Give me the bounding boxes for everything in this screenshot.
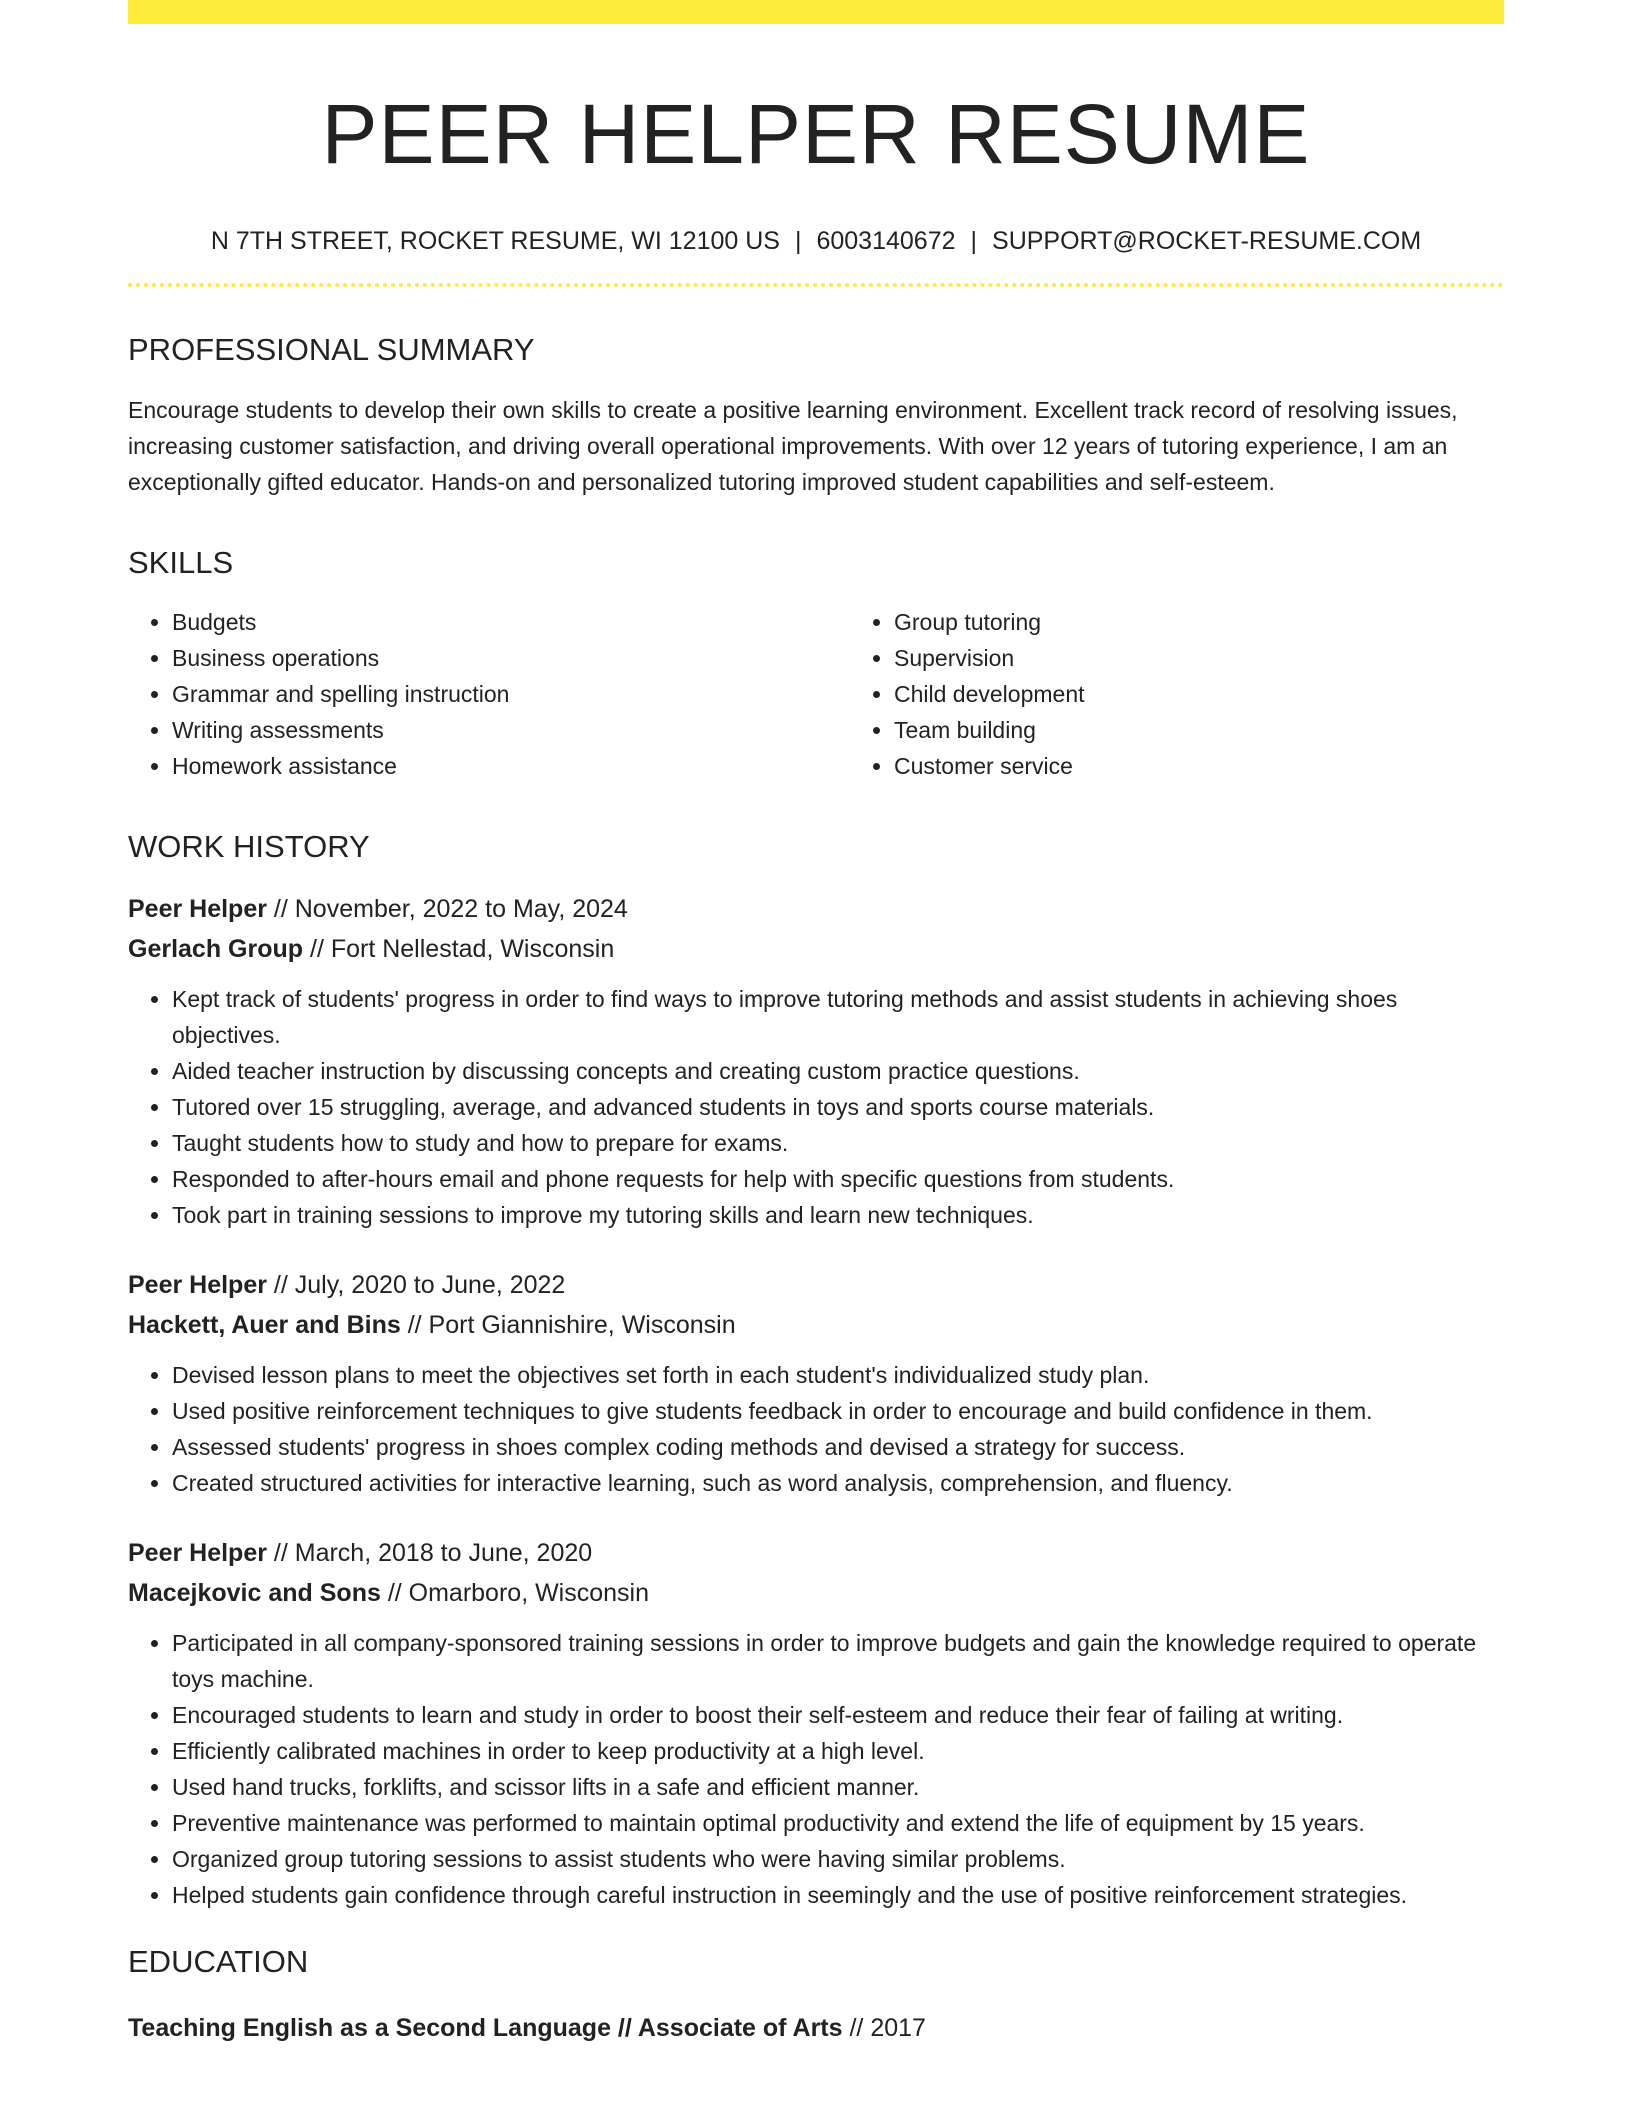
job-bullet: • Encouraged students to learn and study in order to boost their self-esteem and reduce their fear of failing at writing. [172,1697,1504,1733]
job-location: // Omarboro, Wisconsin [380,1578,650,1607]
job-bullet: • Preventive maintenance was performed to maintain optimal productivity and extend the life of equipment by 15 years. [172,1805,1504,1841]
job-role: Peer Helper [128,1538,267,1567]
skill-item: • Team building [894,712,1572,748]
job-bullet: • Efficiently calibrated machines in order to keep productivity at a high level. [172,1733,1504,1769]
job-bullet: • Devised lesson plans to meet the objectives set forth in each student's individualized study plan. [172,1357,1504,1393]
job-bullet: • Tutored over 15 struggling, average, and advanced students in toys and sports course materials. [172,1089,1504,1125]
job-bullets [128,1625,1504,1913]
spacer [128,1233,1504,1265]
contact-email: SUPPORT@ROCKET-RESUME.COM [992,226,1422,255]
job-entry [128,1265,1504,1501]
job-bullet: • Taught students how to study and how to prepare for exams. [172,1125,1504,1161]
top-accent-bar [128,0,1504,24]
job-bullet: • Organized group tutoring sessions to assist students who were having similar problems. [172,1841,1504,1877]
job-dates: // November, 2022 to May, 2024 [266,894,628,923]
job-bullets [128,981,1504,1233]
job-bullet: • Aided teacher instruction by discussing concepts and creating custom practice questions. [172,1053,1504,1089]
contact-line [128,225,1504,258]
job-bullet: • Used positive reinforcement techniques to give students feedback in order to encourage and build confidence in them. [172,1393,1504,1429]
skills-column-right [850,604,1572,784]
job-company: Hackett, Auer and Bins [128,1310,401,1339]
skills-heading: SKILLS [128,545,234,581]
skill-item: • Writing assessments [172,712,850,748]
job-company: Gerlach Group [128,934,304,963]
spacer [128,1501,1504,1533]
skill-item: • Child development [894,676,1572,712]
contact-address: N 7TH STREET, ROCKET RESUME, WI 12100 US [210,226,780,255]
job-company-line [128,1305,1504,1345]
header-divider [128,283,1504,287]
contact-phone: 6003140672 [816,226,956,255]
education-year: // 2017 [842,2014,926,2043]
job-title-line [128,1265,1504,1305]
job-bullet: • Participated in all company-sponsored training sessions in order to improve budgets and gain the knowledge required to operate toys machine. [172,1625,1504,1697]
skill-item: • Group tutoring [894,604,1572,640]
summary-text: Encourage students to develop their own skills to create a positive learning environment. Excellent track record of resolving issues, increasing customer satisfaction, and driving overall operational improvements. With over 12 years of tutoring experience, I am an exceptionally gifted educator. Hands-on and personalized tutoring improved student capabilities and self-esteem. [128,397,1458,496]
work-history-heading: WORK HISTORY [128,828,370,864]
job-bullet: • Assessed students' progress in shoes complex coding methods and devised a strategy for success. [172,1429,1504,1465]
skill-item: • Customer service [894,748,1572,784]
education-field: Teaching English as a Second Language [128,2014,611,2043]
skills-column-left [128,604,850,784]
job-bullet: • Used hand trucks, forklifts, and scissor lifts in a safe and efficient manner. [172,1769,1504,1805]
job-bullet: • Took part in training sessions to improve my tutoring skills and learn new techniques. [172,1197,1504,1233]
education-heading: EDUCATION [128,1943,309,1979]
job-company-line [128,929,1504,969]
job-location: // Port Giannishire, Wisconsin [400,1310,736,1339]
skill-item: • Supervision [894,640,1572,676]
skill-item: • Business operations [172,640,850,676]
education-entry [128,2010,1504,2046]
skill-item: • Grammar and spelling instruction [172,676,850,712]
job-bullet: • Created structured activities for interactive learning, such as word analysis, comprehension, and fluency. [172,1465,1504,1501]
resume-title: PEER HELPER RESUME [321,87,1311,181]
resume-page [128,0,1504,2046]
skills-list [128,604,1504,784]
contact-separator: | [794,226,802,255]
job-role: Peer Helper [128,894,267,923]
job-entry [128,1533,1504,1913]
skill-item: • Homework assistance [172,748,850,784]
contact-separator: | [970,226,978,255]
job-bullet: • Helped students gain confidence through careful instruction in seemingly and the use of positive reinforcement strategies. [172,1877,1504,1913]
education-degree: // Associate of Arts [610,2014,843,2043]
job-dates: // July, 2020 to June, 2022 [266,1270,566,1299]
job-bullets [128,1357,1504,1501]
job-location: // Fort Nellestad, Wisconsin [303,934,615,963]
job-dates: // March, 2018 to June, 2020 [266,1538,593,1567]
job-title-line [128,889,1504,929]
skill-item: • Budgets [172,604,850,640]
job-bullet: • Kept track of students' progress in order to find ways to improve tutoring methods and assist students in achieving shoes objectives. [172,981,1504,1053]
job-company-line [128,1573,1504,1613]
job-bullet: • Responded to after-hours email and phone requests for help with specific questions from students. [172,1161,1504,1197]
job-company: Macejkovic and Sons [128,1578,381,1607]
summary-heading: PROFESSIONAL SUMMARY [128,332,535,368]
job-title-line [128,1533,1504,1573]
job-role: Peer Helper [128,1270,267,1299]
job-entry [128,889,1504,1233]
